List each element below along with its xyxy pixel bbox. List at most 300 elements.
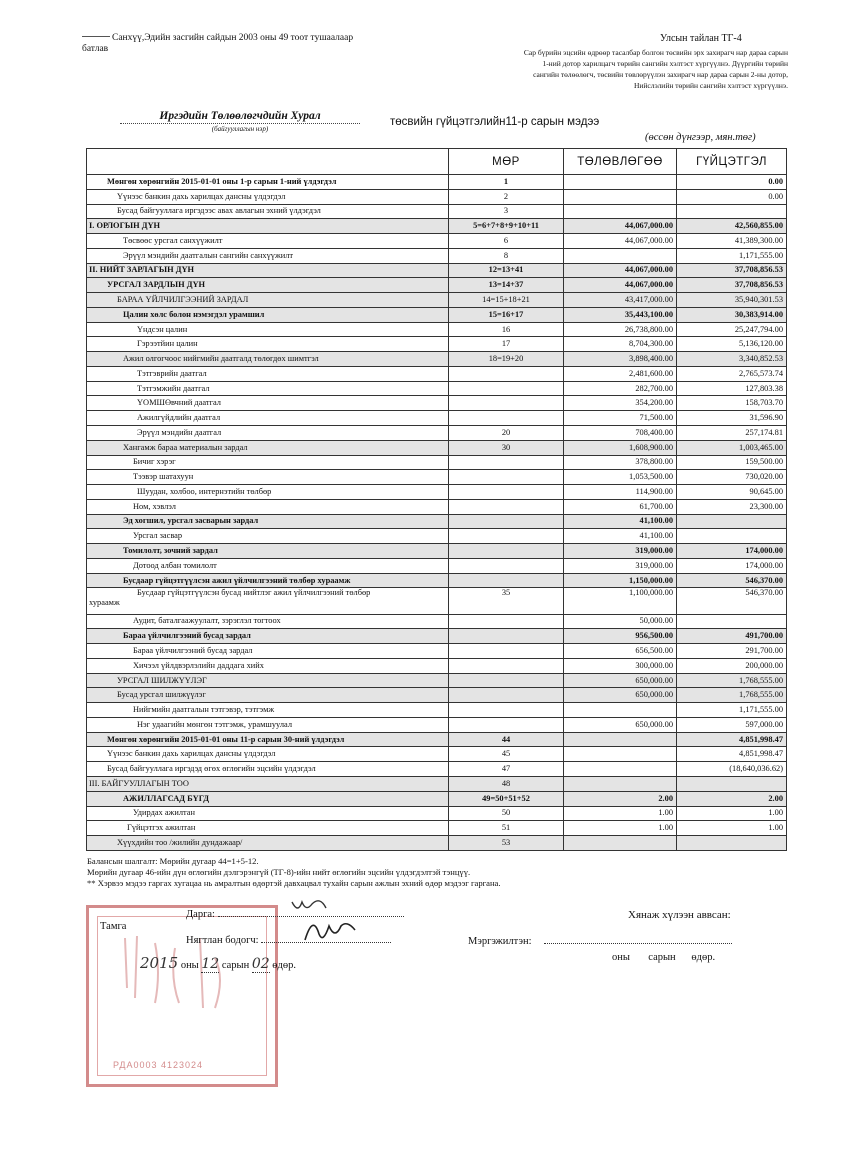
row-actual bbox=[677, 204, 787, 219]
table-row bbox=[87, 688, 787, 703]
signed-day: 02 bbox=[251, 956, 270, 972]
footnotes bbox=[87, 856, 787, 889]
row-actual: 37,708,856.53 bbox=[677, 263, 787, 278]
row-description bbox=[87, 836, 449, 851]
table-row bbox=[87, 204, 787, 219]
row-actual: 31,596.90 bbox=[677, 411, 787, 426]
row-actual: 37,708,856.53 bbox=[677, 278, 787, 293]
row-actual: 491,700.00 bbox=[677, 629, 787, 644]
specialist-label: Мэргэжилтэн: bbox=[468, 936, 532, 947]
row-label: Хүүхдийн тоо /жилийн дундажаар/ bbox=[117, 838, 243, 848]
table-row bbox=[87, 644, 787, 659]
row-label: Мөнгөн хөрөнгийн 2015-01-01 оны 11-р сарын 30-ний үлдэгдэл bbox=[107, 734, 345, 744]
row-plan: 44,067,000.00 bbox=[564, 219, 677, 234]
row-description bbox=[87, 234, 449, 249]
row-plan: 41,100.00 bbox=[564, 529, 677, 544]
table-row bbox=[87, 189, 787, 204]
table-row bbox=[87, 411, 787, 426]
stamp-label: Тамга bbox=[100, 921, 127, 932]
row-plan: 1.00 bbox=[564, 806, 677, 821]
row-description bbox=[87, 470, 449, 485]
row-label: Эрүүл мэндийн даатгалын сангийн санхүүжилт bbox=[123, 250, 294, 260]
row-actual: 174,000.00 bbox=[677, 544, 787, 559]
row-description bbox=[87, 777, 449, 792]
row-actual: 1,768,555.00 bbox=[677, 673, 787, 688]
row-label: Хичээл үйлдвэрлэлийн даддага хийх bbox=[133, 660, 264, 670]
row-actual bbox=[677, 836, 787, 851]
row-plan: 708,400.00 bbox=[564, 426, 677, 441]
row-actual: 3,340,852.53 bbox=[677, 352, 787, 367]
row-plan bbox=[564, 747, 677, 762]
row-number bbox=[449, 381, 564, 396]
approval-line-2: батлав bbox=[82, 44, 109, 54]
table-row bbox=[87, 673, 787, 688]
row-description bbox=[87, 337, 449, 352]
row-number: 17 bbox=[449, 337, 564, 352]
row-number: 3 bbox=[449, 204, 564, 219]
row-description bbox=[87, 455, 449, 470]
row-number bbox=[449, 644, 564, 659]
column-header-description bbox=[87, 149, 449, 175]
row-actual bbox=[677, 614, 787, 629]
column-header-row: МӨР bbox=[449, 149, 564, 175]
row-plan: 1,150,000.00 bbox=[564, 573, 677, 588]
row-description bbox=[87, 366, 449, 381]
row-plan: 282,700.00 bbox=[564, 381, 677, 396]
table-row bbox=[87, 219, 787, 234]
table-row bbox=[87, 614, 787, 629]
approval-line-1: Санхүү,Эдийн засгийн сайдын 2003 оны 49 тоот тушаалаар bbox=[112, 33, 354, 43]
row-number: 30 bbox=[449, 440, 564, 455]
row-description bbox=[87, 175, 449, 190]
row-description bbox=[87, 703, 449, 718]
row-description bbox=[87, 189, 449, 204]
table-row bbox=[87, 821, 787, 836]
year-suffix: оны bbox=[180, 960, 199, 971]
row-actual: 1,768,555.00 bbox=[677, 688, 787, 703]
row-number: 53 bbox=[449, 836, 564, 851]
row-label: УРСГАЛ ШИЛЖҮҮЛЭГ bbox=[117, 675, 207, 685]
row-plan bbox=[564, 762, 677, 777]
row-number bbox=[449, 485, 564, 500]
row-label: Бараа үйлчилгээний бусад зардал bbox=[133, 645, 253, 655]
row-description bbox=[87, 485, 449, 500]
row-actual bbox=[677, 529, 787, 544]
row-actual bbox=[677, 514, 787, 529]
row-label: Ажилгүйдлийн даатгал bbox=[137, 413, 221, 423]
submission-note bbox=[470, 47, 788, 91]
row-plan: 44,067,000.00 bbox=[564, 263, 677, 278]
row-plan bbox=[564, 248, 677, 263]
row-actual: 1.00 bbox=[677, 821, 787, 836]
month-suffix: сарын bbox=[221, 960, 250, 971]
row-label: Цалин хөлс болон нэмэгдэл урамшил bbox=[123, 309, 265, 319]
row-label: ҮОМШӨвчний даатгал bbox=[137, 398, 221, 408]
row-number: 18=19+20 bbox=[449, 352, 564, 367]
row-description bbox=[87, 499, 449, 514]
row-description bbox=[87, 440, 449, 455]
table-row bbox=[87, 703, 787, 718]
accountant-label: Нягтлан бодогч: bbox=[186, 935, 259, 946]
row-number bbox=[449, 470, 564, 485]
accountant-signature-line bbox=[186, 932, 391, 946]
row-description bbox=[87, 558, 449, 573]
row-label: Нэг удаагийн мөнгөн тэтгэмж, урамшуулал bbox=[137, 719, 293, 729]
row-plan: 114,900.00 bbox=[564, 485, 677, 500]
row-plan: 1,100,000.00 bbox=[564, 588, 677, 614]
table-row bbox=[87, 514, 787, 529]
organization-name: Иргэдийн Төлөөлөгчдийн Хурал bbox=[120, 110, 360, 124]
row-actual: 35,940,301.53 bbox=[677, 293, 787, 308]
row-number bbox=[449, 499, 564, 514]
report-title: төсвийн гүйцэтгэлийн11-р сарын мэдээ bbox=[390, 116, 600, 128]
row-plan: 300,000.00 bbox=[564, 658, 677, 673]
table-row bbox=[87, 588, 787, 614]
row-actual: 291,700.00 bbox=[677, 644, 787, 659]
row-description bbox=[87, 732, 449, 747]
footnote-line: Мөрийн дугаар 46-ийн дүн өглөгийн дэлгэрэнгүй (ТГ-8)-ийн нийт өглөгийн эцсийн үлдэгдэлтэй тэнцүү. bbox=[87, 867, 471, 877]
row-plan: 3,898,400.00 bbox=[564, 352, 677, 367]
note-line: 1-ний дотор харилцагч төрийн сангийн хэлтэст хүргүүлнэ. Дүүргийн төрийн bbox=[542, 59, 788, 68]
row-label: Эд хогшил, урсгал засварын зардал bbox=[123, 516, 259, 526]
row-actual: 30,383,914.00 bbox=[677, 307, 787, 322]
table-row bbox=[87, 352, 787, 367]
form-code: Улсын тайлан ТГ-4 bbox=[660, 33, 742, 44]
row-label: Төсвөөс урсгал санхүүжилт bbox=[123, 235, 223, 245]
received-label: Хянаж хүлээн аввсан: bbox=[628, 909, 731, 921]
table-row bbox=[87, 485, 787, 500]
row-label-continued: хураамж bbox=[89, 598, 120, 608]
row-actual: 174,000.00 bbox=[677, 558, 787, 573]
row-actual: 127,803.38 bbox=[677, 381, 787, 396]
row-label: Хангамж бараа материалын зардал bbox=[123, 442, 248, 452]
row-label: II. НИЙТ ЗАРЛАГЫН ДҮН bbox=[89, 265, 195, 275]
row-actual: 5,136,120.00 bbox=[677, 337, 787, 352]
table-row bbox=[87, 791, 787, 806]
row-description bbox=[87, 588, 449, 614]
row-description bbox=[87, 821, 449, 836]
row-actual: 597,000.00 bbox=[677, 717, 787, 732]
table-row bbox=[87, 293, 787, 308]
row-label: I. ОРЛОГЫН ДҮН bbox=[89, 221, 161, 231]
row-description bbox=[87, 219, 449, 234]
row-label: АЖИЛЛАГСАД БҮГД bbox=[123, 793, 210, 803]
row-label: Бичиг хэрэг bbox=[133, 457, 176, 467]
row-plan: 35,443,100.00 bbox=[564, 307, 677, 322]
row-plan: 378,800.00 bbox=[564, 455, 677, 470]
table-row bbox=[87, 717, 787, 732]
row-number: 1 bbox=[449, 175, 564, 190]
row-number bbox=[449, 514, 564, 529]
row-label: Шуудан, холбоо, интернэтийн төлбөр bbox=[137, 486, 272, 496]
table-row bbox=[87, 777, 787, 792]
row-description bbox=[87, 688, 449, 703]
row-number: 20 bbox=[449, 426, 564, 441]
row-label: Урсгал засвар bbox=[133, 531, 183, 541]
row-number: 15=16+17 bbox=[449, 307, 564, 322]
table-row bbox=[87, 762, 787, 777]
row-label: Аудит, баталгаажуулалт, зэрэглэл тогтоох bbox=[133, 616, 281, 626]
row-actual: 1,171,555.00 bbox=[677, 248, 787, 263]
budget-execution-table bbox=[86, 148, 787, 851]
row-plan: 41,100.00 bbox=[564, 514, 677, 529]
approval-note bbox=[82, 33, 382, 55]
row-number bbox=[449, 629, 564, 644]
row-label: Бусад байгууллага иргэдэд өгөх өглөгийн эцсийн үлдэгдэл bbox=[107, 764, 316, 774]
table-row bbox=[87, 558, 787, 573]
row-description bbox=[87, 293, 449, 308]
row-label: Гэрээтйин цалин bbox=[137, 339, 198, 349]
row-description bbox=[87, 614, 449, 629]
row-description bbox=[87, 806, 449, 821]
table-row bbox=[87, 396, 787, 411]
table-row bbox=[87, 470, 787, 485]
row-actual bbox=[677, 777, 787, 792]
row-label: Бараа үйлчилгээний бусад зардал bbox=[123, 631, 251, 641]
table-row bbox=[87, 529, 787, 544]
table-row bbox=[87, 248, 787, 263]
signed-month: 12 bbox=[201, 956, 220, 972]
row-plan bbox=[564, 836, 677, 851]
row-number: 47 bbox=[449, 762, 564, 777]
row-number bbox=[449, 396, 564, 411]
row-description bbox=[87, 644, 449, 659]
row-description bbox=[87, 352, 449, 367]
row-number bbox=[449, 614, 564, 629]
row-number bbox=[449, 703, 564, 718]
director-label: Дарга: bbox=[186, 909, 215, 920]
row-number: 48 bbox=[449, 777, 564, 792]
row-number bbox=[449, 411, 564, 426]
table-header-row bbox=[87, 149, 787, 175]
row-actual: 90,645.00 bbox=[677, 485, 787, 500]
row-actual: 730,020.00 bbox=[677, 470, 787, 485]
row-label: Ном, хэвлэл bbox=[133, 501, 176, 511]
row-plan: 2.00 bbox=[564, 791, 677, 806]
row-description bbox=[87, 204, 449, 219]
table-row bbox=[87, 381, 787, 396]
table-row bbox=[87, 658, 787, 673]
row-description bbox=[87, 307, 449, 322]
row-description bbox=[87, 248, 449, 263]
table-body bbox=[87, 175, 787, 851]
row-actual: 546,370.00 bbox=[677, 573, 787, 588]
row-actual: 42,560,855.00 bbox=[677, 219, 787, 234]
row-plan: 650,000.00 bbox=[564, 673, 677, 688]
row-number: 14=15+18+21 bbox=[449, 293, 564, 308]
row-actual: 25,247,794.00 bbox=[677, 322, 787, 337]
row-label: Тэтгэмжийн даатгал bbox=[137, 383, 210, 393]
row-number: 6 bbox=[449, 234, 564, 249]
stamp-handwriting-mark bbox=[115, 928, 245, 1048]
row-actual: 1.00 bbox=[677, 806, 787, 821]
row-plan: 61,700.00 bbox=[564, 499, 677, 514]
row-actual: (18,640,036.62) bbox=[677, 762, 787, 777]
organization-caption: (байгууллагын нэр) bbox=[211, 125, 269, 133]
row-description bbox=[87, 544, 449, 559]
row-label: Мөнгөн хөрөнгийн 2015-01-01 оны 1-р сарын 1-ний үлдэгдэл bbox=[107, 176, 337, 186]
row-actual: 0.00 bbox=[677, 189, 787, 204]
table-row bbox=[87, 732, 787, 747]
day-suffix: өдөр. bbox=[272, 960, 296, 971]
row-plan: 44,067,000.00 bbox=[564, 278, 677, 293]
row-plan bbox=[564, 732, 677, 747]
row-label: Тээвэр шатахуун bbox=[133, 472, 194, 482]
row-plan: 71,500.00 bbox=[564, 411, 677, 426]
row-actual: 159,500.00 bbox=[677, 455, 787, 470]
row-label: Үүнээс банкин дахь харилцах дансны үлдэгдэл bbox=[117, 191, 286, 201]
row-number bbox=[449, 529, 564, 544]
specialist-line bbox=[468, 933, 732, 947]
row-number: 12=13+41 bbox=[449, 263, 564, 278]
row-label: Бусдаар гүйцэтгүүлсэн бусад нийтлэг ажил үйлчилгээний төлбөр bbox=[137, 588, 371, 598]
accountant-signature-icon bbox=[301, 916, 361, 946]
row-description bbox=[87, 747, 449, 762]
row-plan: 1.00 bbox=[564, 821, 677, 836]
row-description bbox=[87, 426, 449, 441]
row-number bbox=[449, 573, 564, 588]
row-description bbox=[87, 263, 449, 278]
row-description bbox=[87, 629, 449, 644]
table-row bbox=[87, 629, 787, 644]
row-number: 50 bbox=[449, 806, 564, 821]
table-row bbox=[87, 307, 787, 322]
row-plan bbox=[564, 175, 677, 190]
row-label: Нийгмийн даатгалын тэтгэвэр, тэтгэмж bbox=[133, 705, 275, 715]
row-number bbox=[449, 673, 564, 688]
row-description bbox=[87, 529, 449, 544]
table-row bbox=[87, 806, 787, 821]
row-actual: 0.00 bbox=[677, 175, 787, 190]
row-description bbox=[87, 278, 449, 293]
row-label: Үүнээс банкин дахь харилцах дансны үлдэгдэл bbox=[107, 749, 276, 759]
table-row bbox=[87, 544, 787, 559]
row-actual: 1,003,465.00 bbox=[677, 440, 787, 455]
row-plan: 319,000.00 bbox=[564, 558, 677, 573]
row-plan: 2,481,600.00 bbox=[564, 366, 677, 381]
row-description bbox=[87, 411, 449, 426]
table-row bbox=[87, 263, 787, 278]
row-label: БАРАА ҮЙЛЧИЛГЭЭНИЙ ЗАРДАЛ bbox=[117, 295, 249, 304]
director-signature-icon bbox=[288, 894, 328, 916]
row-label: УРСГАЛ ЗАРДЛЫН ДҮН bbox=[107, 280, 206, 290]
row-label: Гүйцэтгэх ажилтан bbox=[127, 823, 196, 833]
row-plan: 650,000.00 bbox=[564, 717, 677, 732]
row-description bbox=[87, 791, 449, 806]
row-label: Тэтгэврийн даатгал bbox=[137, 368, 207, 378]
table-row bbox=[87, 366, 787, 381]
table-row bbox=[87, 747, 787, 762]
row-number: 51 bbox=[449, 821, 564, 836]
table-row bbox=[87, 322, 787, 337]
received-date-line: оны сарын өдөр. bbox=[612, 952, 716, 963]
row-plan: 44,067,000.00 bbox=[564, 234, 677, 249]
stamp-code: РДА0003 4123024 bbox=[113, 1060, 204, 1070]
column-header-plan: ТӨЛӨВЛӨГӨӨ bbox=[564, 149, 677, 175]
table-row bbox=[87, 278, 787, 293]
row-number: 5=6+7+8+9+10+11 bbox=[449, 219, 564, 234]
row-plan: 1,053,500.00 bbox=[564, 470, 677, 485]
row-plan: 8,704,300.00 bbox=[564, 337, 677, 352]
row-plan bbox=[564, 703, 677, 718]
row-plan: 26,738,800.00 bbox=[564, 322, 677, 337]
row-actual: 2,765,573.74 bbox=[677, 366, 787, 381]
director-signature-line bbox=[186, 906, 404, 920]
row-plan: 656,500.00 bbox=[564, 644, 677, 659]
row-label: Томилолт, зочний зардал bbox=[123, 546, 218, 556]
row-label: Бусад байгууллага иргэдээс авах авлагын эхний үлдэгдэл bbox=[117, 206, 321, 216]
row-number: 49=50+51+52 bbox=[449, 791, 564, 806]
table-row bbox=[87, 337, 787, 352]
row-actual: 23,300.00 bbox=[677, 499, 787, 514]
row-actual: 158,703.70 bbox=[677, 396, 787, 411]
row-label: Үндсэн цалин bbox=[137, 324, 188, 334]
row-description bbox=[87, 322, 449, 337]
column-header-actual: ГҮЙЦЭТГЭЛ bbox=[677, 149, 787, 175]
row-actual: 4,851,998.47 bbox=[677, 732, 787, 747]
row-number bbox=[449, 688, 564, 703]
note-line: Нийслэлийн төрийн сангийн хэлтэст хүргүүлнэ. bbox=[633, 81, 788, 90]
row-plan: 650,000.00 bbox=[564, 688, 677, 703]
table-row bbox=[87, 440, 787, 455]
signed-year: 2015 bbox=[140, 954, 179, 972]
note-line: Сар бүрийн эцсийн өдрөөр тасалбар болгон төсвийн эрх захирагч нар дараа сарын bbox=[523, 48, 788, 57]
row-number bbox=[449, 558, 564, 573]
footnote-line: Балансын шалгалт: Мөрийн дугаар 44=1+5-12. bbox=[87, 856, 259, 866]
unit-note: (өссөн дүнгээр, мян.төг) bbox=[645, 132, 756, 143]
row-number bbox=[449, 455, 564, 470]
row-plan: 43,417,000.00 bbox=[564, 293, 677, 308]
row-description bbox=[87, 673, 449, 688]
signed-date bbox=[140, 954, 296, 972]
footnote-line: ** Хэрвээ мэдээ гаргах хугацаа нь амралтын өдөртэй давхацвал тухайн сарын ажлын эхний өдөр мэдээг гаргана. bbox=[87, 878, 501, 888]
row-plan: 319,000.00 bbox=[564, 544, 677, 559]
row-label: Бусдаар гүйцэтгүүлсэн ажил үйлчилгээний төлбөр хураамж bbox=[123, 575, 351, 585]
table-row bbox=[87, 455, 787, 470]
row-number bbox=[449, 544, 564, 559]
row-number: 16 bbox=[449, 322, 564, 337]
row-description bbox=[87, 573, 449, 588]
table-row bbox=[87, 836, 787, 851]
row-plan: 50,000.00 bbox=[564, 614, 677, 629]
table-row bbox=[87, 426, 787, 441]
row-label: Бусад урсгал шилжүүлэг bbox=[117, 690, 206, 700]
row-label: Эрүүл мэндийн даатгал bbox=[137, 427, 222, 437]
row-description bbox=[87, 381, 449, 396]
table-row bbox=[87, 573, 787, 588]
row-actual: 2.00 bbox=[677, 791, 787, 806]
row-plan bbox=[564, 189, 677, 204]
table-row bbox=[87, 234, 787, 249]
row-plan bbox=[564, 777, 677, 792]
row-number: 13=14+37 bbox=[449, 278, 564, 293]
row-plan: 956,500.00 bbox=[564, 629, 677, 644]
row-actual: 200,000.00 bbox=[677, 658, 787, 673]
row-label: Дотоод албан томилолт bbox=[133, 560, 217, 570]
row-label: Ажил олгогчоос нийгмийн даатгалд төлөгдөх шимтгэл bbox=[123, 354, 319, 364]
note-line: сангийн төлөөлөгч, төсвийн төвлөрүүлэн захирагч нар дараа сарын 2-ны дотор, bbox=[533, 70, 788, 79]
row-description bbox=[87, 717, 449, 732]
row-label: Удирдах ажилтан bbox=[133, 808, 195, 818]
row-number: 8 bbox=[449, 248, 564, 263]
row-number: 2 bbox=[449, 189, 564, 204]
row-plan: 354,200.00 bbox=[564, 396, 677, 411]
row-description bbox=[87, 658, 449, 673]
row-plan: 1,608,900.00 bbox=[564, 440, 677, 455]
row-number: 45 bbox=[449, 747, 564, 762]
row-actual: 4,851,998.47 bbox=[677, 747, 787, 762]
row-description bbox=[87, 514, 449, 529]
